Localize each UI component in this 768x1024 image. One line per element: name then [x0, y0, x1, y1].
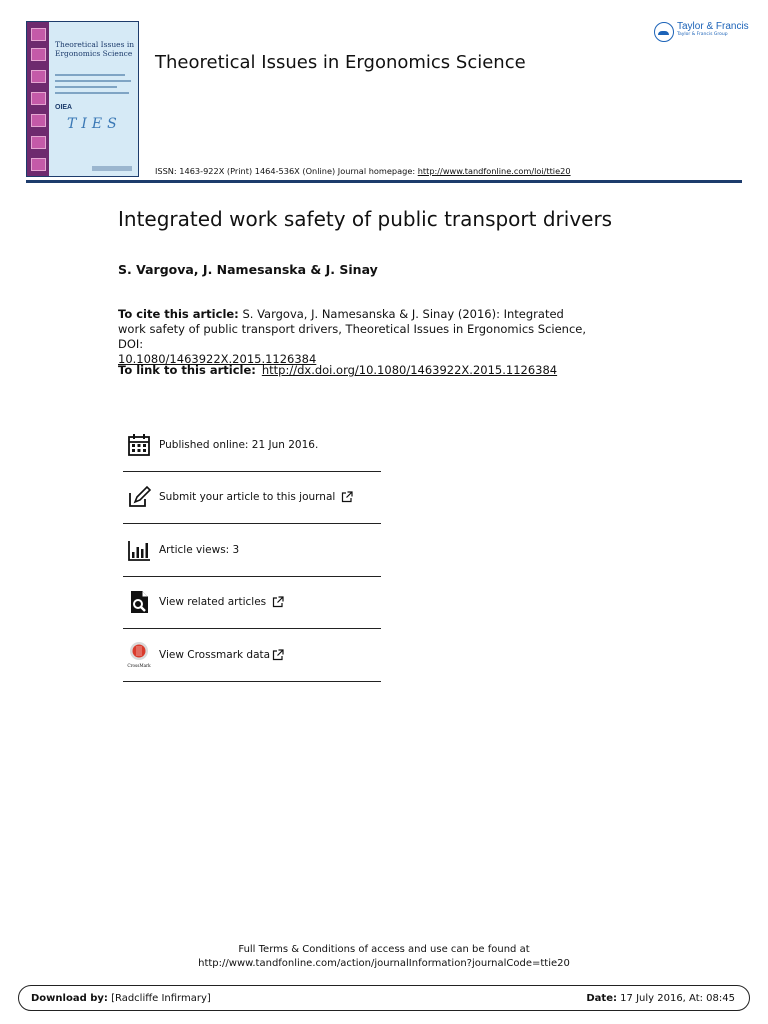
- cover-line: [55, 74, 125, 76]
- download-info-bar: [18, 985, 750, 1011]
- pencil-icon: [127, 485, 151, 509]
- issn-text: ISSN: 1463-922X (Print) 1464-536X (Online) Journal homepage:: [155, 166, 418, 176]
- cover-square: [31, 158, 46, 171]
- cover-square: [31, 70, 46, 83]
- journal-title[interactable]: Theoretical Issues in Ergonomics Science: [155, 52, 526, 73]
- link-label: View Crossmark data: [159, 648, 271, 661]
- article-link-label: To link to this article:: [118, 363, 256, 377]
- citation-label: To cite this article:: [118, 307, 239, 321]
- link-label: Article views: 3: [159, 543, 240, 556]
- article-authors: S. Vargova, J. Namesanska & J. Sinay: [118, 262, 378, 277]
- terms-url-link[interactable]: http://www.tandfonline.com/action/journalInformation?journalCode=ttie20: [198, 958, 570, 969]
- article-link-block: [118, 363, 557, 377]
- publisher-logo[interactable]: [654, 22, 749, 42]
- link-submit-article[interactable]: [123, 472, 381, 525]
- publisher-name: Taylor & Francis: [677, 21, 749, 32]
- cover-square: [31, 136, 46, 149]
- cover-square: [31, 92, 46, 105]
- terms-notice: [0, 943, 768, 971]
- cover-square: [31, 48, 46, 61]
- doi-link[interactable]: 10.1080/1463922X.2015.1126384: [118, 352, 317, 366]
- journal-homepage-link[interactable]: http://www.tandfonline.com/loi/ttie20: [417, 166, 571, 176]
- link-published-online: [123, 419, 381, 472]
- cover-logo: OIEA: [55, 104, 73, 111]
- link-article-views: [123, 524, 381, 577]
- bar-chart-icon: [127, 538, 151, 562]
- link-label: Published online: 21 Jun 2016.: [159, 438, 319, 451]
- article-doi-url-link[interactable]: http://dx.doi.org/10.1080/1463922X.2015.1126384: [261, 363, 558, 377]
- terms-line-1: Full Terms & Conditions of access and use can be found at: [238, 944, 530, 955]
- date-value: 17 July 2016, At: 08:45: [616, 992, 735, 1004]
- download-label: Download by:: [31, 992, 108, 1004]
- publisher-logo-icon: [654, 22, 674, 42]
- publisher-group: Taylor & Francis Group: [677, 32, 728, 37]
- search-document-icon: [127, 590, 151, 614]
- date-label: Date:: [586, 992, 617, 1004]
- cover-square: [31, 28, 46, 41]
- article-title: Integrated work safety of public transport drivers: [118, 207, 613, 231]
- journal-cover-image: [26, 21, 139, 177]
- citation-text: S. Vargova, J. Namesanska & J. Sinay (2016): Integrated work safety of public transport drivers, Theoretical Issues in Ergonomics Science, DOI:: [118, 307, 587, 351]
- calendar-icon: [127, 433, 151, 457]
- download-by: [31, 993, 211, 1004]
- link-related-articles[interactable]: [123, 577, 381, 630]
- issn-line: [155, 166, 571, 176]
- citation-block: [118, 307, 588, 367]
- external-link-icon: [272, 596, 284, 608]
- cover-mark: TIES: [67, 116, 122, 132]
- cover-line: [55, 86, 117, 88]
- cover-square: [31, 114, 46, 127]
- external-link-icon: [341, 491, 353, 503]
- crossmark-icon: [127, 641, 151, 669]
- link-label: View related articles: [159, 596, 267, 609]
- link-crossmark[interactable]: [123, 629, 381, 682]
- download-value: [Radcliffe Infirmary]: [107, 992, 211, 1004]
- crossmark-caption: CrossMark: [127, 662, 151, 668]
- cover-publisher-mark: [92, 166, 132, 171]
- cover-line: [55, 92, 129, 94]
- article-links-list: [123, 419, 381, 682]
- cover-line: [55, 80, 131, 82]
- external-link-icon: [272, 649, 284, 661]
- cover-title: Theoretical Issues in Ergonomics Science: [55, 40, 135, 58]
- header-divider: [26, 180, 742, 183]
- download-date: [586, 993, 735, 1004]
- link-label: Submit your article to this journal: [159, 491, 336, 504]
